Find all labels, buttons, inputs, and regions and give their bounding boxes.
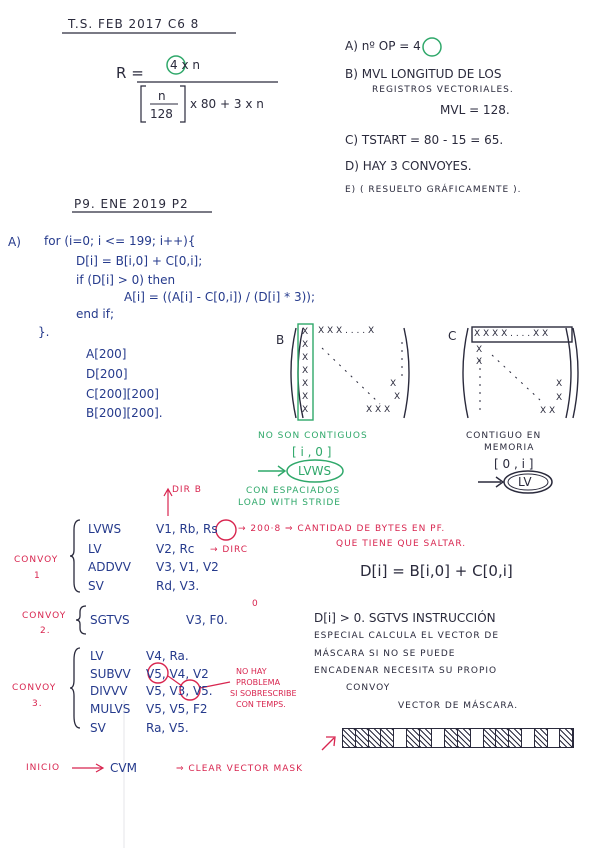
mask-cell — [343, 729, 356, 747]
instr-op: SUBVV — [90, 667, 131, 681]
matrix-b-note2: LOAD WITH STRIDE — [238, 498, 341, 508]
formula-numerator: 4 x n — [170, 58, 200, 72]
zero-note: 0 — [252, 599, 259, 609]
instr-op: LV — [88, 542, 102, 556]
matrix-c-note: CONTIGUO EN — [466, 431, 542, 441]
mask-cell — [484, 729, 497, 747]
mask-vector — [342, 728, 574, 748]
convoy2-note: ESPECIAL CALCULA EL VECTOR DE — [314, 631, 500, 641]
convoy2-number: 2. — [40, 626, 51, 636]
convoy2-note: D[i] > 0. SGTVS INSTRUCCIÓN — [314, 611, 496, 625]
answer-b: B) MVL LONGITUD DE LOS — [345, 67, 502, 81]
formula-frac-d: 128 — [150, 107, 173, 121]
instr-args: Rd, V3. — [156, 579, 200, 593]
convoy3-number: 3. — [32, 699, 43, 709]
matrix-c-bottom: X X — [540, 406, 556, 416]
instr-args: V5, V3, V5. — [146, 684, 213, 698]
equation: D[i] = B[i,0] + C[0,i] — [360, 562, 513, 580]
mask-cell — [509, 729, 522, 747]
code-line: for (i=0; i <= 199; i++){ — [44, 234, 196, 248]
matrix-c-diag: X — [556, 393, 563, 403]
dir-b-note: DIR B — [172, 485, 202, 495]
formula-lhs: R = — [116, 64, 144, 82]
decl-line: D[200] — [86, 367, 128, 381]
convoy2-note: ENCADENAR NECESITA SU PROPIO — [314, 666, 498, 676]
matrix-c-col: X — [476, 345, 483, 355]
mask-cell — [458, 729, 471, 747]
mask-cell — [432, 729, 445, 747]
convoy3-label: CONVOY — [12, 683, 57, 693]
matrix-b-note2: CON ESPACIADOS — [246, 486, 341, 496]
mask-cell — [445, 729, 458, 747]
matrix-c-col: X — [476, 357, 483, 367]
mask-cell — [394, 729, 407, 747]
convoy2-note: CONVOY — [346, 683, 391, 693]
matrix-b-bottom: X X X — [366, 405, 391, 415]
matrix-b-label: B — [276, 333, 285, 347]
instr-op: LVWS — [88, 522, 122, 536]
mask-cell — [548, 729, 561, 747]
convoy1-number: 1 — [34, 571, 41, 581]
code-line: if (D[i] > 0) then — [76, 273, 176, 287]
answer-b-mvl: MVL = 128. — [440, 103, 510, 117]
formula-den-rest: x 80 + 3 x n — [190, 97, 264, 111]
matrix-b-diag: X — [390, 379, 397, 389]
mask-cell — [381, 729, 394, 747]
rs-note: → 200·8 ⇒ CANTIDAD DE BYTES EN PF. — [238, 524, 446, 534]
mask-cell — [496, 729, 509, 747]
mask-cell — [471, 729, 484, 747]
instr-args: V5, V5, F2 — [146, 702, 208, 716]
matrix-b-row: X X X . . . . X — [318, 326, 375, 336]
mask-cell — [522, 729, 535, 747]
matrix-b-note: NO SON CONTIGUOS — [258, 431, 368, 441]
convoy2-label: CONVOY — [22, 611, 67, 621]
instr-op: ADDVV — [88, 560, 131, 574]
decl-line: B[200][200]. — [86, 406, 163, 420]
instr-args: Ra, V5. — [146, 721, 189, 735]
matrix-b-index: [ i , 0 ] — [292, 445, 332, 459]
decl-line: C[200][200] — [86, 387, 159, 401]
convoy1-label: CONVOY — [14, 555, 59, 565]
instr-op: SGTVS — [90, 613, 130, 627]
lv-oval-label: LV — [518, 475, 532, 489]
answer-d: D) HAY 3 CONVOYES. — [345, 159, 472, 173]
no-hay-note: PROBLEMA — [236, 678, 281, 687]
matrix-c-index: [ 0 , i ] — [494, 457, 534, 471]
matrix-c-note: MEMORIA — [484, 443, 535, 453]
instr-op: LV — [90, 649, 104, 663]
answer-a: A) nº OP = 4 — [345, 39, 421, 53]
instr-args: V3, F0. — [186, 613, 228, 627]
instr-op: SV — [88, 579, 104, 593]
cvm-instr: CVM — [110, 761, 137, 775]
instr-args: V4, Ra. — [146, 649, 189, 663]
instr-args: V1, Rb, Rs — [156, 522, 218, 536]
mask-cell — [407, 729, 420, 747]
code-line: end if; — [76, 307, 115, 321]
instr-args: V5, V4, V2 — [146, 667, 209, 681]
matrix-c-row: X X X X . . . . X X — [474, 329, 549, 339]
formula-frac-n: n — [158, 89, 166, 103]
decl-line: A[200] — [86, 347, 127, 361]
section-title: P9. ENE 2019 P2 — [74, 197, 189, 211]
matrix-b-diag: X — [394, 392, 401, 402]
dirc-note: → DIRC — [210, 545, 249, 555]
mask-cell — [535, 729, 548, 747]
cvm-note: ⇒ CLEAR VECTOR MASK — [176, 764, 304, 774]
mask-cell — [356, 729, 369, 747]
mask-cell — [369, 729, 382, 747]
matrix-c-diag: X — [556, 379, 563, 389]
answer-b-cont: REGISTROS VECTORIALES. — [372, 85, 514, 95]
mask-cell — [420, 729, 433, 747]
answer-c: C) TSTART = 80 - 15 = 65. — [345, 133, 504, 147]
instr-op: DIVVV — [90, 684, 128, 698]
matrix-b-column: X X X X X X X — [302, 327, 309, 415]
answer-e: E) ( RESUELTO GRÁFICAMENTE ). — [345, 185, 522, 195]
page-title: T.S. FEB 2017 C6 8 — [68, 17, 200, 31]
mask-cell — [560, 729, 573, 747]
mask-label: VECTOR DE MÁSCARA. — [398, 701, 519, 711]
no-hay-note: CON TEMPS. — [236, 700, 286, 709]
code-line: D[i] = B[i,0] + C[0,i]; — [76, 254, 203, 268]
rs-note2: QUE TIENE QUE SALTAR. — [336, 539, 467, 549]
convoy2-note: MÁSCARA SI NO SE PUEDE — [314, 649, 456, 659]
no-hay-note: NO HAY — [236, 667, 267, 676]
instr-args: V3, V1, V2 — [156, 560, 219, 574]
code-line: A[i] = ((A[i] - C[0,i]) / (D[i] * 3)); — [124, 290, 315, 304]
no-hay-note: SI SOBRESCRIBE — [230, 689, 297, 698]
instr-op: MULVS — [90, 702, 131, 716]
instr-op: SV — [90, 721, 106, 735]
code-label-a: A) — [8, 235, 21, 249]
lvws-oval-label: LVWS — [298, 464, 332, 478]
code-line: }. — [38, 325, 50, 339]
matrix-c-label: C — [448, 329, 457, 343]
inicio-label: INICIO — [26, 763, 61, 773]
instr-args: V2, Rc — [156, 542, 195, 556]
